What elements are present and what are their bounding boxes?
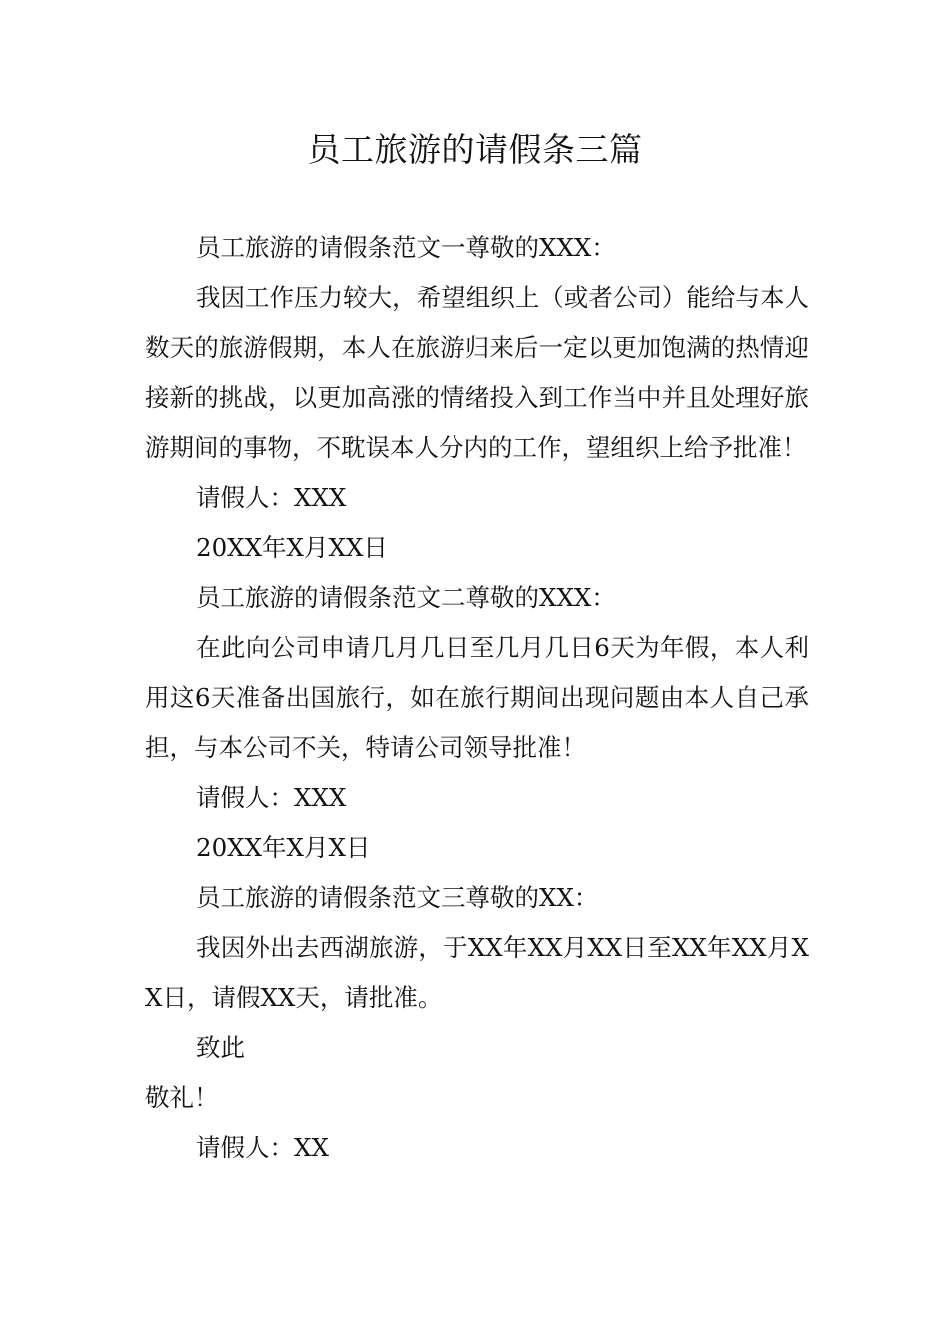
document-body	[145, 223, 809, 1173]
letter-1-salutation: 员工旅游的请假条范文一尊敬的XXX：	[196, 233, 616, 262]
letter-2-date: 20XX年X月X日	[196, 833, 371, 862]
letter-1-body: 我因工作压力较大，希望组织上（或者公司）能给与本人数天的旅游假期，本人在旅游归来后一定以更加饱满的热情迎接新的挑战，以更加高涨的情绪投入到工作当中并且处理好旅游期间的事物，不耽误本人分内的工作，望组织上给予批准！	[145, 283, 809, 462]
document-title: 员工旅游的请假条三篇	[307, 130, 643, 169]
letter-3-signature: 请假人：XX	[196, 1133, 329, 1162]
letter-2-body: 在此向公司申请几月几日至几月几日6天为年假，本人利用这6天准备出国旅行，如在旅行期间出现问题由本人自己承担，与本公司不关，特请公司领导批准！	[145, 633, 809, 762]
letter-1-signature: 请假人：XXX	[196, 483, 347, 512]
letter-2-signature: 请假人：XXX	[196, 783, 347, 812]
letter-3-body: 我因外出去西湖旅游，于XX年XX月XX日至XX年XX月XX日，请假XX天，请批准。	[145, 933, 809, 1012]
letter-3-regards: 敬礼！	[145, 1083, 219, 1112]
letter-2-salutation: 员工旅游的请假条范文二尊敬的XXX：	[196, 583, 616, 612]
letter-3-salutation: 员工旅游的请假条范文三尊敬的XX：	[196, 883, 599, 912]
letter-3-closing: 致此	[196, 1033, 245, 1062]
letter-1-date: 20XX年X月XX日	[196, 533, 388, 562]
